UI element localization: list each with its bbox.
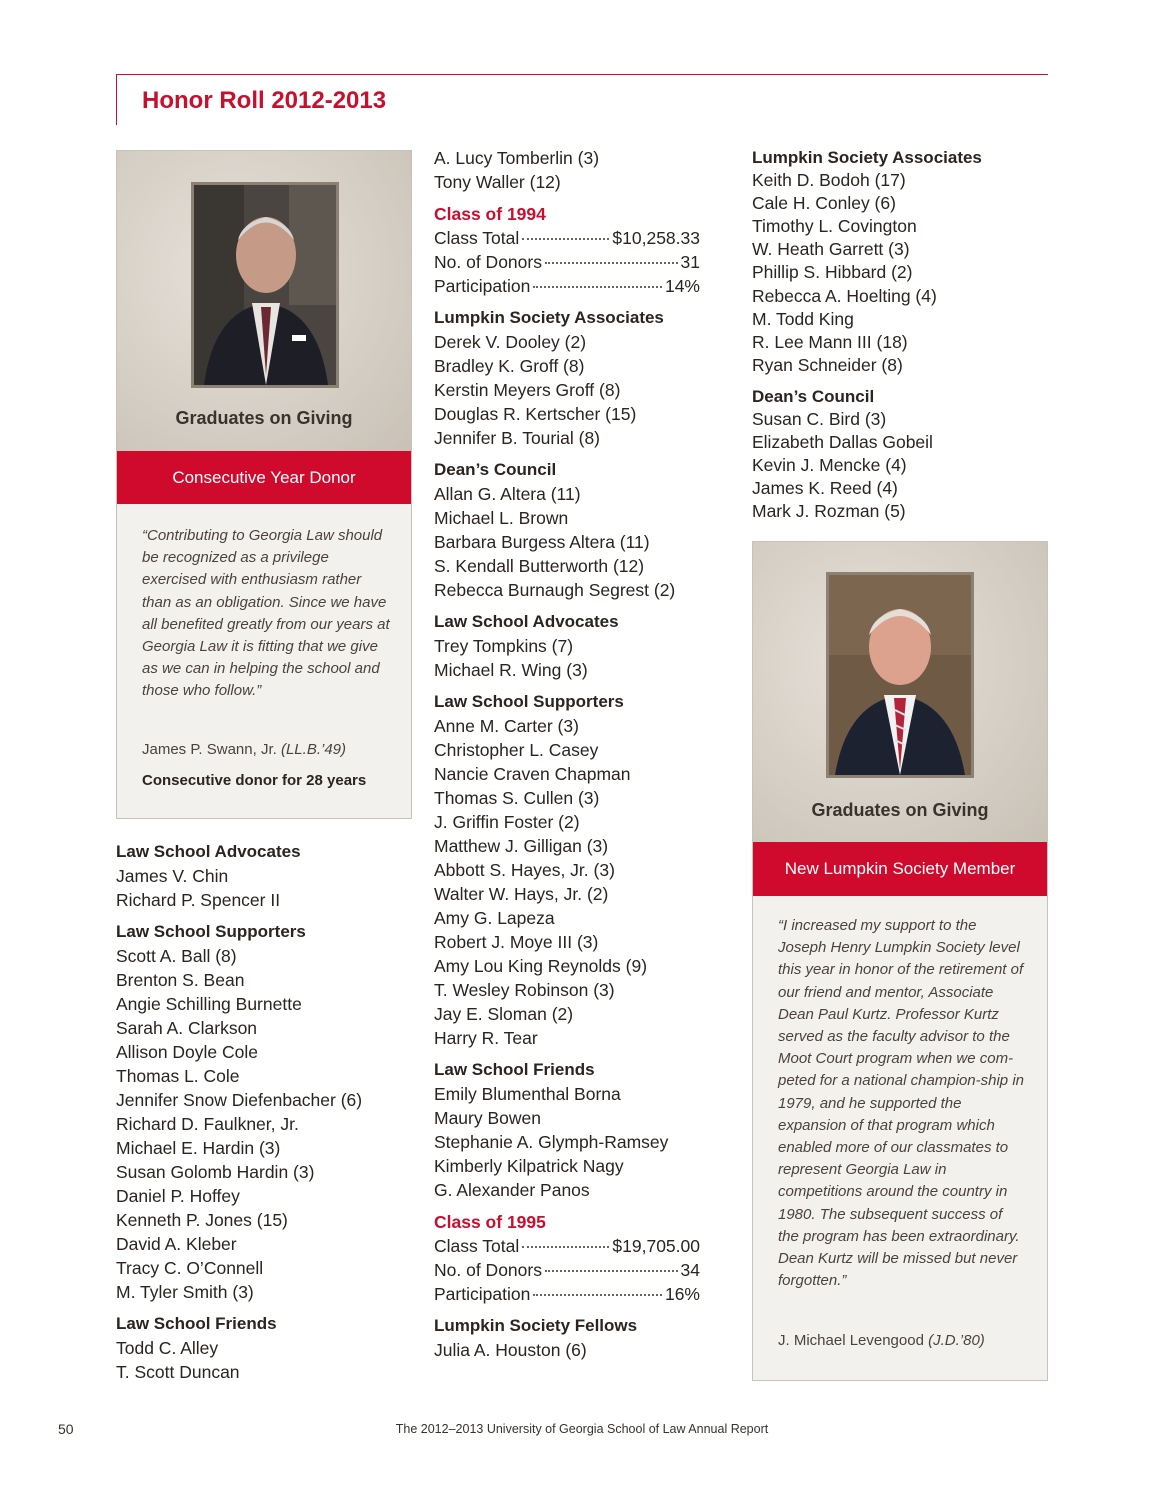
list-item: T. Scott Duncan (116, 1362, 240, 1382)
list-item: Trey Tompkins (7) (434, 636, 574, 656)
list-item: James V. Chin (116, 866, 229, 886)
list-item: Kevin J. Mencke (4) (752, 455, 907, 476)
portrait-photo (191, 182, 339, 388)
list-item: Rebecca Burnaugh Segrest (2) (434, 580, 676, 600)
stat-value: 16% (664, 1284, 700, 1304)
column-3-lists (752, 146, 1046, 524)
list-item: David A. Kleber (116, 1234, 237, 1254)
list-item: Phillip S. Hibbard (2) (752, 262, 913, 283)
header-rule (116, 74, 1048, 125)
list-item: Stephanie A. Glymph-Ramsey (434, 1132, 669, 1152)
list-item: Jennifer Snow Diefenbacher (6) (116, 1090, 363, 1110)
list-item: Thomas S. Cullen (3) (434, 788, 600, 808)
page-title: Honor Roll 2012-2013 (142, 87, 387, 114)
list-item: Christopher L. Casey (434, 740, 599, 760)
list-item: Michael R. Wing (3) (434, 660, 588, 680)
list-item: Robert J. Moye III (3) (434, 932, 599, 952)
card-band: New Lumpkin Society Member (753, 842, 1047, 896)
list-item: Emily Blumenthal Borna (434, 1084, 621, 1104)
list-item: Brenton S. Bean (116, 970, 245, 990)
stat-row (434, 274, 700, 298)
list-item: Allan G. Altera (11) (434, 484, 581, 504)
testimonial-author (142, 741, 346, 758)
list-item: Sarah A. Clarkson (116, 1018, 258, 1038)
list-item: Mark J. Rozman (5) (752, 501, 906, 522)
section-heading: Law School Friends (434, 1060, 595, 1079)
list-item: Anne M. Carter (3) (434, 716, 579, 736)
list-item: Cale H. Conley (6) (752, 193, 896, 214)
stat-value: $10,258.33 (612, 228, 700, 248)
list-item: Susan Golomb Hardin (3) (116, 1162, 315, 1182)
author-name: J. Michael Levengood (778, 1332, 924, 1349)
section-heading: Law School Advocates (116, 842, 301, 861)
supporters-list (116, 944, 406, 1304)
section-heading: Lumpkin Society Fellows (434, 1316, 638, 1335)
stat-row (434, 1282, 700, 1306)
list-item: Angie Schilling Burnette (116, 994, 302, 1014)
list-item: M. Tyler Smith (3) (116, 1282, 254, 1302)
stat-label: No. of Donors (434, 1260, 542, 1280)
list-item: Abbott S. Hayes, Jr. (3) (434, 860, 615, 880)
section-heading: Law School Supporters (116, 922, 306, 941)
list-item: Nancie Craven Chapman (434, 764, 631, 784)
list-item: Kenneth P. Jones (15) (116, 1210, 288, 1230)
stat-label: No. of Donors (434, 252, 542, 272)
list-item: Harry R. Tear (434, 1028, 538, 1048)
list-item: Rebecca A. Hoelting (4) (752, 285, 937, 306)
column-1-lists (116, 840, 406, 1384)
list-item: James K. Reed (4) (752, 478, 898, 499)
stat-value: 14% (664, 276, 700, 296)
list-item: Todd C. Alley (116, 1338, 219, 1358)
list-item: Maury Bowen (434, 1108, 541, 1128)
section-heading: Dean’s Council (434, 460, 557, 479)
advocates-list (116, 864, 406, 912)
list-item: Susan C. Bird (3) (752, 409, 887, 430)
list-item: M. Todd King (752, 308, 854, 329)
portrait-photo (826, 572, 974, 778)
list-item: S. Kendall Butterworth (12) (434, 556, 645, 576)
list-item: Elizabeth Dallas Gobeil (752, 432, 933, 453)
list-item: Scott A. Ball (8) (116, 946, 237, 966)
list-item: Daniel P. Hoffey (116, 1186, 240, 1206)
list-item: Tracy C. O’Connell (116, 1258, 264, 1278)
section-heading: Lumpkin Society Associates (434, 308, 664, 327)
profile-card-swann (116, 150, 412, 819)
list-item: Kimberly Kilpatrick Nagy (434, 1156, 624, 1176)
author-degree: (LL.B.’49) (280, 741, 347, 758)
friends-list (116, 1336, 406, 1384)
stat-label: Class Total (434, 228, 520, 248)
list-item: R. Lee Mann III (18) (752, 331, 908, 352)
list-item: Richard P. Spencer II (116, 890, 281, 910)
list-item: Amy Lou King Reynolds (9) (434, 956, 648, 976)
list-item: Julia A. Houston (6) (434, 1340, 587, 1360)
list-item: Thomas L. Cole (116, 1066, 240, 1086)
list-item: A. Lucy Tomberlin (3) (434, 148, 600, 168)
section-heading: Dean’s Council (752, 386, 875, 406)
donor-note: Consecutive donor for 28 years (142, 772, 367, 789)
stat-label: Class Total (434, 1236, 520, 1256)
section-heading: Law School Friends (116, 1314, 277, 1333)
list-item: Michael E. Hardin (3) (116, 1138, 281, 1158)
stat-row (434, 250, 700, 274)
stat-row (434, 1258, 700, 1282)
testimonial-quote: “I increased my support to the Joseph Henry Lumpkin Society level this year in honor of the retirement of our friend and mentor, Associate Dean Paul Kurtz. Professor Kurtz served as the faculty advisor to the Moot Court program when we com-peted for a national champion-ship in 1979, and he supported the expansion of that program which enabled more of our classmates to represent Georgia Law in competitions around the country in 1980. The subsequent success of the program has been extraordinary. Dean Kurtz will be missed but never forgotten.” (778, 917, 1024, 1290)
class-heading-1995: Class of 1995 (434, 1212, 546, 1232)
column-2-lists (434, 146, 700, 1362)
list-item: T. Wesley Robinson (3) (434, 980, 615, 1000)
list-item: W. Heath Garrett (3) (752, 239, 910, 260)
card-caption: Graduates on Giving (175, 408, 353, 428)
testimonial-quote: “Contributing to Georgia Law should be recognized as a privilege exercised with enthusiasm rather than as an obligation. Since we have all benefited greatly from our years at Georgia Law it is fitting that we give as we can in helping the school and those who follow.” (142, 527, 390, 700)
author-name: James P. Swann, Jr. (142, 741, 277, 758)
stat-value: 31 (680, 252, 700, 272)
list-item: J. Griffin Foster (2) (434, 812, 580, 832)
list-item: Amy G. Lapeza (434, 908, 555, 928)
list-item: G. Alexander Panos (434, 1180, 590, 1200)
list-item: Allison Doyle Cole (116, 1042, 259, 1062)
card-band: Consecutive Year Donor (117, 451, 411, 504)
class-1994-stats (434, 226, 700, 298)
list-item: Derek V. Dooley (2) (434, 332, 587, 352)
author-degree: (J.D.’80) (928, 1332, 985, 1349)
list-item: Richard D. Faulkner, Jr. (116, 1114, 299, 1134)
card-caption: Graduates on Giving (811, 800, 989, 820)
stat-label: Participation (434, 1284, 531, 1304)
section-heading: Lumpkin Society Associates (752, 148, 982, 167)
stat-label: Participation (434, 276, 531, 296)
stat-row (434, 1234, 700, 1258)
class-1995-stats (434, 1234, 700, 1306)
stat-value: $19,705.00 (612, 1236, 700, 1256)
section-heading: Law School Advocates (434, 612, 619, 631)
list-item: Douglas R. Kertscher (15) (434, 404, 637, 424)
class-heading-1994: Class of 1994 (434, 204, 546, 224)
list-item: Keith D. Bodoh (17) (752, 170, 906, 191)
list-item: Michael L. Brown (434, 508, 569, 528)
list-item: Walter W. Hays, Jr. (2) (434, 884, 609, 904)
section-heading: Law School Supporters (434, 692, 624, 711)
list-item: Jennifer B. Tourial (8) (434, 428, 601, 448)
stat-value: 34 (680, 1260, 700, 1280)
profile-card-levengood (752, 541, 1048, 1381)
list-item: Kerstin Meyers Groff (8) (434, 380, 621, 400)
list-item: Timothy L. Covington (752, 216, 917, 237)
list-item: Barbara Burgess Altera (11) (434, 532, 650, 552)
list-item: Jay E. Sloman (2) (434, 1004, 574, 1024)
list-item: Ryan Schneider (8) (752, 354, 903, 375)
list-item: Tony Waller (12) (434, 172, 561, 192)
list-item: Matthew J. Gilligan (3) (434, 836, 609, 856)
page-number: 50 (58, 1421, 74, 1437)
list-item: Bradley K. Groff (8) (434, 356, 585, 376)
stat-row (434, 226, 700, 250)
testimonial-author (778, 1332, 985, 1349)
footer-text: The 2012–2013 University of Georgia School of Law Annual Report (395, 1422, 769, 1436)
